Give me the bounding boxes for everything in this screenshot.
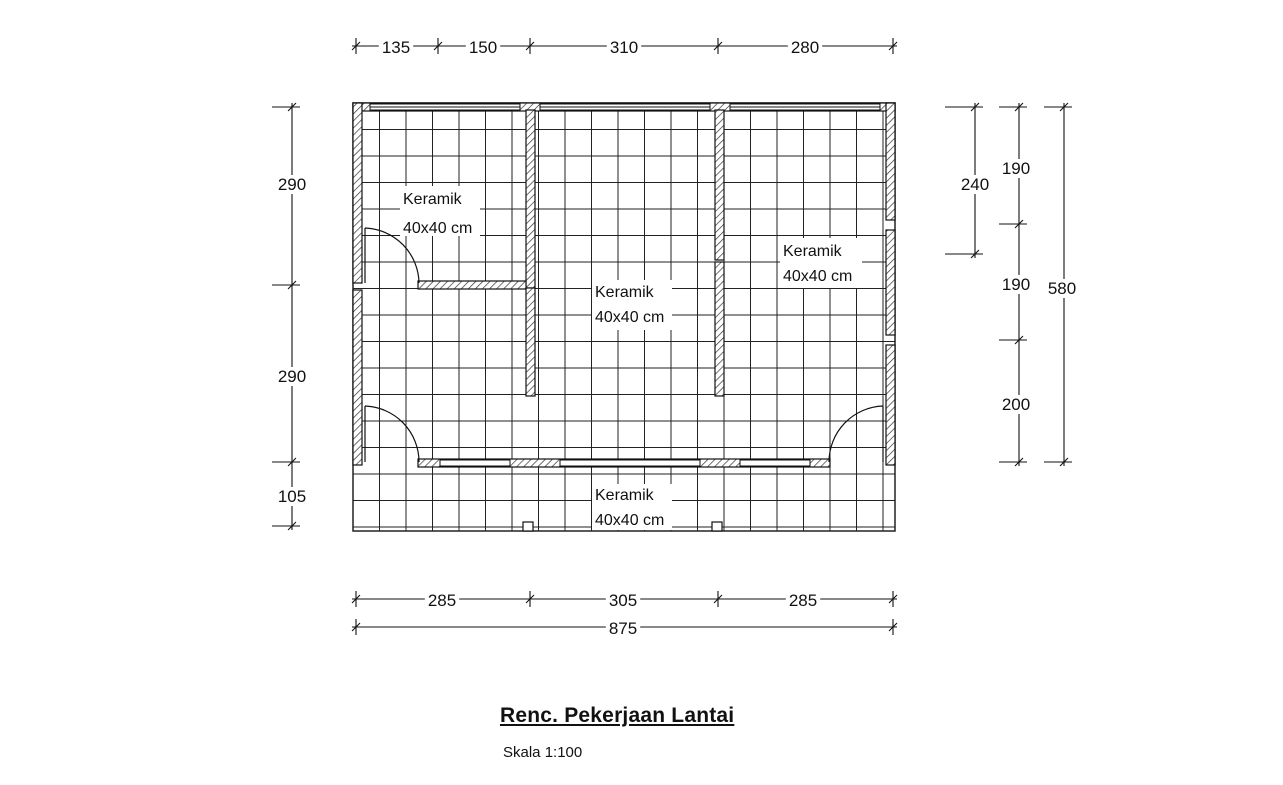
wall xyxy=(715,262,724,396)
door-swing xyxy=(365,406,419,462)
room-1-label: Keramik xyxy=(403,191,462,208)
dimension-lines xyxy=(272,38,1072,635)
wall xyxy=(886,345,895,465)
dim-right-inner: 240 xyxy=(960,175,990,194)
dim-top-1: 135 xyxy=(381,38,411,57)
dim-bottom-1: 285 xyxy=(427,591,457,610)
wall xyxy=(886,103,895,220)
dim-right-3: 200 xyxy=(1001,395,1031,414)
dim-total: 875 xyxy=(608,619,638,638)
dimension-labels xyxy=(275,38,1079,638)
drawing-scale: Skala 1:100 xyxy=(503,744,583,761)
wall xyxy=(418,281,526,289)
wall xyxy=(526,288,535,396)
dim-right-total: 580 xyxy=(1047,279,1077,298)
drawing-title: Renc. Pekerjaan Lantai xyxy=(500,704,735,727)
dim-left-2: 290 xyxy=(277,367,307,386)
dim-left-3: 105 xyxy=(277,487,307,506)
dim-top-2: 150 xyxy=(468,38,498,57)
dim-top-4: 280 xyxy=(790,38,820,57)
dim-bottom-2: 305 xyxy=(608,591,638,610)
wall xyxy=(353,103,362,283)
window xyxy=(440,460,510,466)
column xyxy=(712,522,722,531)
dim-right-2: 190 xyxy=(1001,275,1031,294)
room-2-label: Keramik xyxy=(595,284,654,301)
room-labels xyxy=(400,186,862,530)
dim-right-1: 190 xyxy=(1001,159,1031,178)
room-3-label: Keramik xyxy=(783,243,842,260)
room-2-size: 40x40 cm xyxy=(595,309,665,326)
window xyxy=(560,460,700,466)
dim-top-3: 310 xyxy=(609,38,639,57)
wall xyxy=(715,110,724,260)
dim-left-1: 290 xyxy=(277,175,307,194)
room-3-size: 40x40 cm xyxy=(783,268,853,285)
column xyxy=(523,522,533,531)
dim-bottom-3: 285 xyxy=(788,591,818,610)
room-4-label: Keramik xyxy=(595,487,654,504)
wall xyxy=(353,290,362,465)
room-4-size: 40x40 cm xyxy=(595,512,665,529)
window xyxy=(740,460,810,466)
wall xyxy=(886,230,895,335)
wall xyxy=(526,110,535,288)
room-1-size: 40x40 cm xyxy=(403,220,473,237)
